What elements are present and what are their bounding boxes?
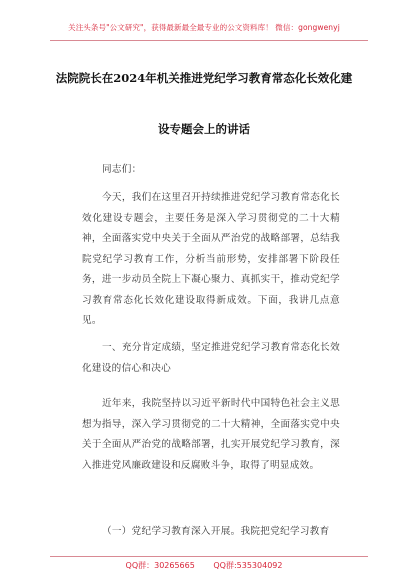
- subsection-heading-1: （一）党纪学习教育深入开展。我院把党纪学习教育: [102, 526, 330, 537]
- document-title-line2: 设专题会上的讲话: [158, 122, 250, 136]
- header-notice: 关注头条号"公文研究"，获得最新最全最专业的公文资料库！ 微信：gongwenyj: [68, 23, 340, 32]
- footer-divider: [50, 556, 368, 557]
- document-title-line1: 法院院长在2024年机关推进党纪学习教育常态化长效化建: [55, 71, 353, 85]
- paragraph-opening: 今天，我们在这里召开持续推进党纪学习教育常态化长效化建设专题会，主要任务是深入学习贯彻党的二十大精神，全面落实党中央关于全面从严治党的战略部署，总结我院党纪学习教育工作，分析当前形势，安排部署下阶段任务，进一步动员全院上下凝心聚力、真抓实干，推动党纪学习教育常态化长效化建设取得新成效。下面，我讲几点意见。: [82, 192, 340, 326]
- salutation: 同志们：: [102, 164, 142, 175]
- footer-qq-group-2: QQ群:535304092: [213, 561, 283, 570]
- header-divider: [50, 40, 368, 41]
- paragraph-achievements: 近年来，我院坚持以习近平新时代中国特色社会主义思想为指导，深入学习贯彻党的二十大精神，全面落实党中央关于全面从严治党的战略部署，扎实开展党纪学习教育，深入推进党风廉政建设和反腐败斗争，取得了明显成效。: [82, 398, 340, 471]
- footer-contacts: [0, 560, 408, 571]
- section-heading-1: 一、充分肯定成绩，坚定推进党纪学习教育常态化长效化建设的信心和决心: [82, 342, 340, 374]
- footer-qq-group-1: QQ群：30265665: [125, 561, 195, 570]
